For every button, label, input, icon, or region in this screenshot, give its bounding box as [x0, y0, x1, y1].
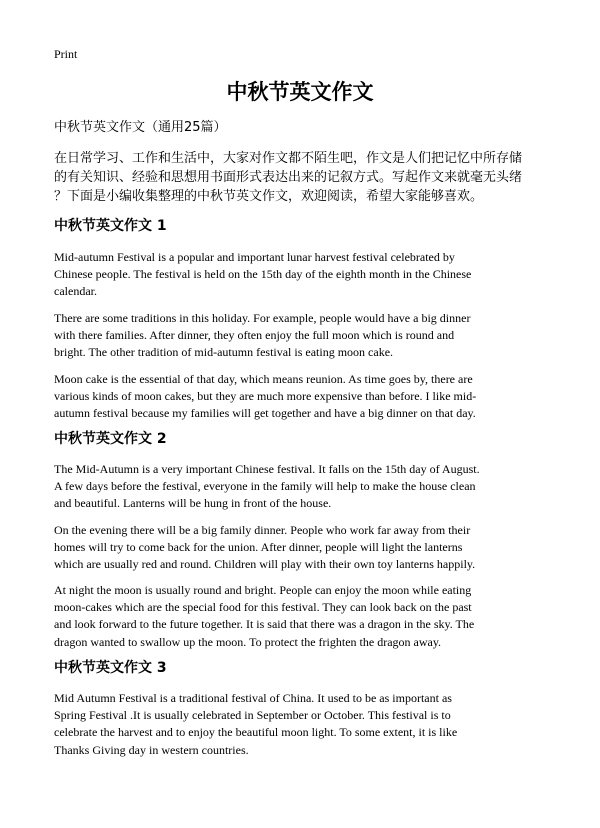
text-line: celebrate the harvest and to enjoy the beautiful moon light. To some extent, it is like [54, 725, 458, 740]
intro-line: 在日常学习、工作和生活中，大家对作文都不陌生吧，作文是人们把记忆中所存储 [54, 151, 523, 166]
text-line: Moon cake is the essential of that day, which means reunion. As time goes by, there are [54, 372, 473, 386]
text-line: The Mid-Autumn is a very important Chinese festival. It falls on the 15th day of August. [54, 462, 480, 476]
essay-paragraph [54, 310, 534, 362]
text-line: and look forward to the future together. It is said that there was a dragon in the sky. The [54, 617, 475, 632]
text-line: moon-cakes which are the special food for this festival. They can look back on the past [54, 600, 472, 615]
essay-paragraph [54, 582, 534, 651]
text-line: At night the moon is usually round and bright. People can enjoy the moon while eating [54, 583, 472, 597]
text-line: Spring Festival .It is usually celebrated in September or October. This festival is to [54, 708, 451, 723]
intro-line: ？下面是小编收集整理的中秋节英文作文，欢迎阅读，希望大家能够喜欢。 [54, 189, 484, 204]
document-subtitle: 中秋节英文作文（通用25篇） [54, 120, 227, 135]
text-line: Chinese people. The festival is held on the 15th day of the eighth month in the Chinese [54, 267, 472, 282]
section-heading: 中秋节英文作文 2 [54, 431, 167, 447]
text-line: with there families. After dinner, they often enjoy the full moon which is round and [54, 328, 455, 343]
page-title: 中秋节英文作文 [226, 80, 374, 104]
text-line: Mid Autumn Festival is a traditional festival of China. It used to be as important as [54, 691, 452, 705]
text-line: Mid-autumn Festival is a popular and important lunar harvest festival celebrated by [54, 250, 455, 264]
print-label: Print [54, 47, 78, 61]
essay-paragraph [54, 249, 534, 301]
essay-paragraph [54, 461, 534, 513]
essay-paragraph [54, 690, 534, 759]
text-line: calendar. [54, 284, 97, 299]
text-line: A few days before the festival, everyone in the family will help to make the house clean [54, 479, 476, 494]
essay-paragraph [54, 522, 534, 574]
text-line: which are usually red and round. Children will play with their own toy lanterns happily. [54, 557, 476, 572]
essay-paragraph [54, 371, 534, 423]
text-line: various kinds of moon cakes, but they are much more expensive than before. I like mid- [54, 389, 477, 404]
text-line: autumn festival because my families will get together and have a big dinner on that day. [54, 406, 476, 421]
section-heading: 中秋节英文作文 3 [54, 660, 167, 676]
text-line: Thanks Giving day in western countries. [54, 742, 249, 757]
text-line: On the evening there will be a big family dinner. People who work far away from their [54, 523, 471, 537]
text-line: homes will try to come back for the union. After dinner, people will light the lanterns [54, 540, 463, 555]
text-line: There are some traditions in this holiday. For example, people would have a big dinner [54, 311, 471, 325]
intro-paragraph [54, 149, 546, 206]
intro-line: 的有关知识、经验和思想用书面形式表达出来的记叙方式。写起作文来就毫无头绪 [54, 170, 523, 185]
text-line: bright. The other tradition of mid-autumn festival is eating moon cake. [54, 345, 394, 360]
section-heading: 中秋节英文作文 1 [54, 218, 167, 234]
text-line: dragon wanted to swallow up the moon. To protect the frighten the dragon away. [54, 634, 442, 649]
text-line: and beautiful. Lanterns will be hung in front of the house. [54, 496, 332, 511]
